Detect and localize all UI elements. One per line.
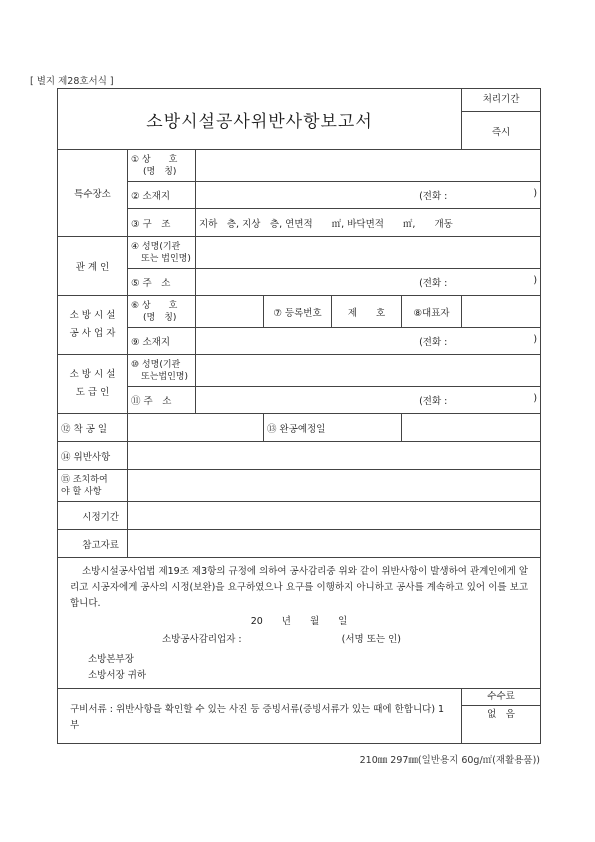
special-site-name-label xyxy=(128,150,196,182)
special-site-name-label-2: (명 칭) xyxy=(143,166,177,177)
reference-field[interactable] xyxy=(128,530,541,558)
special-site-name-field[interactable] xyxy=(196,150,541,182)
special-site-phone-close: ) xyxy=(533,188,538,199)
contractor-section xyxy=(58,296,128,355)
supervisor-phone-close: ) xyxy=(533,393,538,404)
processing-period xyxy=(462,89,541,150)
supervisor-section-2: 도 급 인 xyxy=(75,387,110,398)
planned-completion-field[interactable] xyxy=(402,414,541,442)
special-site-address-label: ② 소재지 xyxy=(128,182,196,209)
related-person-phone-label: (전화 : xyxy=(419,278,448,289)
special-site-name-label-1: ① 상 호 xyxy=(131,154,178,165)
recipient-2: 소방서장 귀하 xyxy=(88,670,147,681)
representative-label: ⑧대표자 xyxy=(402,296,462,328)
start-date-field[interactable] xyxy=(128,414,264,442)
related-person-section: 관 계 인 xyxy=(58,237,128,296)
supervisor-name-label-2: 또는법인명) xyxy=(141,371,188,382)
correction-period-field[interactable] xyxy=(128,502,541,530)
reference-label: 참고자료 xyxy=(58,530,128,558)
related-person-phone-close: ) xyxy=(533,275,538,286)
action-label-2: 야 할 사항 xyxy=(61,486,102,497)
statement-text: 소방시설공사업법 제19조 제3항의 규정에 의하여 공사감리중 위와 같이 위반사항이 발생하여 관계인에게 알리고 시공자에게 공사의 시정(보완)을 요구하였으나 요구를 이행하지 아니하고 공사를 계속하고 있어 이를 보고합니다. xyxy=(70,566,529,609)
action-field[interactable] xyxy=(128,470,541,502)
contractor-name-label-2: (명 칭) xyxy=(143,312,177,323)
contractor-address-label: ⑨ 소재지 xyxy=(128,328,196,355)
processing-label: 처리기간 xyxy=(462,89,540,112)
paper-spec-footer: 210㎜ 297㎜(일반용지 60g/㎡(재활용품)) xyxy=(359,755,540,766)
registration-field[interactable]: 제 호 xyxy=(332,296,402,328)
fee-label: 수수료 xyxy=(462,689,540,706)
report-form xyxy=(57,88,541,744)
contractor-phone-close: ) xyxy=(533,334,538,345)
supervisor-sign-row xyxy=(70,632,528,648)
contractor-name-label xyxy=(128,296,196,328)
structure-field[interactable]: 지하 층, 지상 층, 연면적 ㎡, 바닥면적 ㎡, 개동 xyxy=(196,209,541,237)
special-site-phone-label: (전화 : xyxy=(419,191,448,202)
related-person-name-label-1: ④ 성명(기관 xyxy=(131,241,181,252)
recipient-1: 소방본부장 xyxy=(88,654,134,665)
contractor-section-1: 소 방 시 설 xyxy=(69,310,116,321)
supervisor-sign-label: 소방공사감리업자 : xyxy=(162,634,242,645)
fee-box xyxy=(462,689,541,744)
related-person-address-field[interactable] xyxy=(196,269,541,296)
registration-label: ⑦ 등록번호 xyxy=(264,296,332,328)
fee-value: 없 음 xyxy=(487,709,515,720)
form-title: 소방시설공사위반사항보고서 xyxy=(58,89,462,150)
related-person-address-label: ⑤ 주 소 xyxy=(128,269,196,296)
supervisor-section xyxy=(58,355,128,414)
contractor-address-field[interactable] xyxy=(196,328,541,355)
supervisor-name-label xyxy=(128,355,196,387)
structure-label: ③ 구 조 xyxy=(128,209,196,237)
sign-note: (서명 또는 인) xyxy=(341,634,401,645)
contractor-section-2: 공 사 업 자 xyxy=(69,328,116,339)
violation-field[interactable] xyxy=(128,442,541,470)
supervisor-section-1: 소 방 시 설 xyxy=(69,369,116,380)
required-documents: 구비서류 : 위반사항을 확인할 수 있는 사진 등 증빙서류(증빙서류가 있는 때에 한합니다) 1부 xyxy=(58,689,462,744)
related-person-name-label-2: 또는 법인명) xyxy=(141,253,191,264)
date-line[interactable]: 20 년 월 일 xyxy=(250,616,348,627)
contractor-name-label-1: ⑥ 상 호 xyxy=(131,300,178,311)
related-person-name-field[interactable] xyxy=(196,237,541,269)
violation-label: ⑭ 위반사항 xyxy=(58,442,128,470)
supervisor-name-label-1: ⑩ 성명(기관 xyxy=(131,359,181,370)
special-site-section: 특수장소 xyxy=(58,150,128,237)
start-date-label: ⑫ 착 공 일 xyxy=(58,414,128,442)
contractor-name-field[interactable] xyxy=(196,296,264,328)
supervisor-name-field[interactable] xyxy=(196,355,541,387)
supervisor-address-field[interactable] xyxy=(196,387,541,414)
representative-field[interactable] xyxy=(462,296,541,328)
correction-period-label: 시정기간 xyxy=(58,502,128,530)
related-person-name-label xyxy=(128,237,196,269)
contractor-phone-label: (전화 : xyxy=(419,337,448,348)
statement-block xyxy=(58,558,541,689)
action-label xyxy=(58,470,128,502)
special-site-address-field[interactable] xyxy=(196,182,541,209)
supervisor-phone-label: (전화 : xyxy=(419,396,448,407)
action-label-1: ⑮ 조치하여 xyxy=(61,474,108,485)
processing-value: 즉시 xyxy=(491,126,511,138)
form-reference: [ 별지 제28호서식 ] xyxy=(30,76,114,87)
planned-completion-label: ⑬ 완공예정일 xyxy=(264,414,402,442)
supervisor-address-label: ⑪ 주 소 xyxy=(128,387,196,414)
